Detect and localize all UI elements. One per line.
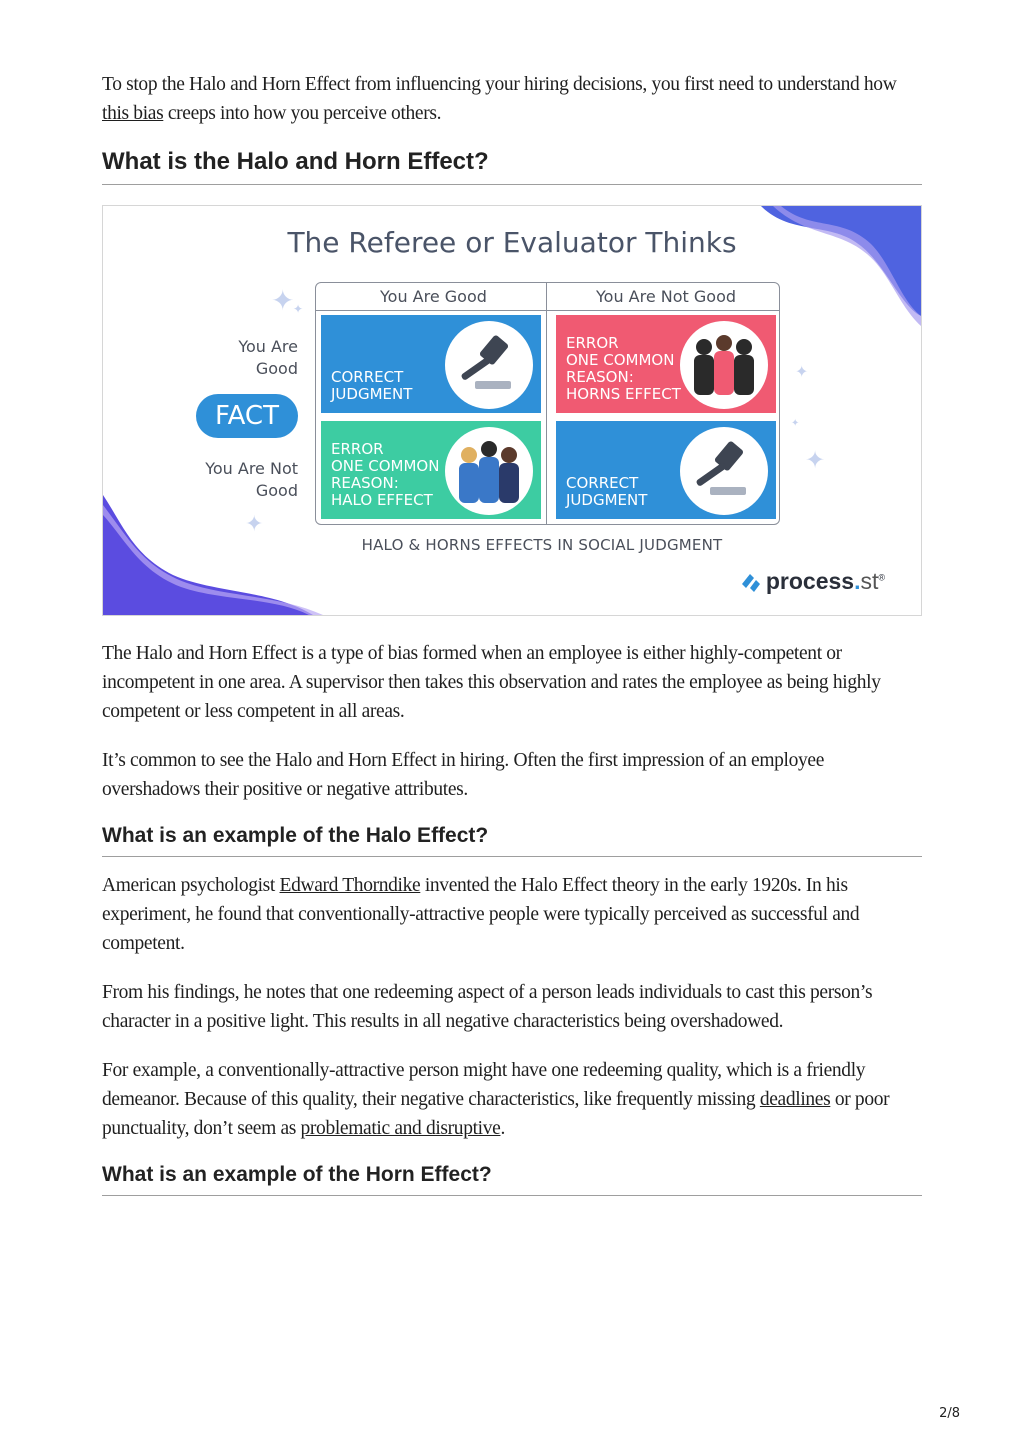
cell-correct-judgment-not-good [556,421,776,519]
cell-text: CORRECT JUDGMENT [331,368,413,403]
halo-horns-infographic [102,205,922,616]
gavel-circle [680,427,768,515]
sparkle-icon: ✦ [245,512,264,537]
sparkle-icon: ✦ [293,302,304,316]
infographic-caption: HALO & HORNS EFFECTS IN SOCIAL JUDGMENT [361,536,723,554]
heading-halo-horn-effect: What is the Halo and Horn Effect? [102,148,922,185]
cell-text: ERROR ONE COMMON REASON: HALO EFFECT [331,440,440,509]
page-number: 2/8 [939,1406,960,1421]
process-st-mark-icon [740,570,762,592]
judgment-matrix [315,282,780,525]
intro-paragraph: To stop the Halo and Horn Effect from influencing your hiring decisions, you first need to understand how this bias creeps into how you perceive others. [102,74,897,124]
paragraph-hiring: It’s common to see the Halo and Horn Effect in hiring. Often the first impression of an employee overshadows their positive or negative attributes. [102,750,825,800]
row-label-good: You Are Good [238,337,298,378]
heading-halo-example: What is an example of the Halo Effect? [102,824,922,857]
paragraph-example: For example, a conventionally-attractive person might have one redeeming quality, which is a friendly demeanor. Because of this quality, their negative characteristics, like frequently missing deadlines or poor punctuality, don’t seem as problematic and disruptive. [102,1060,890,1139]
cell-horns-effect [556,315,776,413]
process-st-logo: process.st® [740,568,885,595]
gavel-icon [445,321,533,409]
column-header-not-good: You Are Not Good [596,287,737,306]
column-header-good: You Are Good [380,287,487,306]
deadlines-link[interactable]: deadlines [759,1089,831,1110]
problematic-disruptive-link[interactable]: problematic and disruptive [300,1118,501,1139]
cell-correct-judgment-good [321,315,541,413]
gavel-icon [680,427,768,515]
sparkle-icon: ✦ [795,362,809,381]
cell-text: ERROR ONE COMMON REASON: HORNS EFFECT [566,334,681,403]
people-circle [445,427,533,515]
heading-horn-example: What is an example of the Horn Effect? [102,1163,922,1196]
header-divider [316,310,779,311]
people-icon [445,427,533,515]
paragraph-thorndike: American psychologist Edward Thorndike invented the Halo Effect theory in the early 1920s. In his experiment, he found that conventionally-attractive people were typically perceived as successful and competent. [102,875,860,954]
gavel-circle [445,321,533,409]
paragraph-findings: From his findings, he notes that one redeeming aspect of a person leads individuals to cast this person’s character in a positive light. This results in all negative characteristics being overshadowed. [102,982,873,1032]
paragraph-definition: The Halo and Horn Effect is a type of bias formed when an employee is either highly-competent or incompetent in one area. A supervisor then takes this observation and rates the employee as being highly competent or less competent in all areas. [102,643,881,722]
article [102,70,922,1210]
people-icon [680,321,768,409]
cell-halo-effect [321,421,541,519]
sparkle-icon: ✦ [805,446,826,474]
fact-badge: FACT [196,394,298,438]
column-divider [546,283,547,524]
sparkle-icon: ✦ [271,284,295,317]
this-bias-link[interactable]: this bias [102,103,164,124]
bottom-left-blob-decoration [103,495,323,615]
row-label-not-good: You Are Not Good [205,459,298,500]
sparkle-icon: ✦ [791,418,800,429]
people-circle [680,321,768,409]
cell-text: CORRECT JUDGMENT [566,474,648,509]
edward-thorndike-link[interactable]: Edward Thorndike [279,875,421,896]
infographic-title: The Referee or Evaluator Thinks [287,226,737,259]
